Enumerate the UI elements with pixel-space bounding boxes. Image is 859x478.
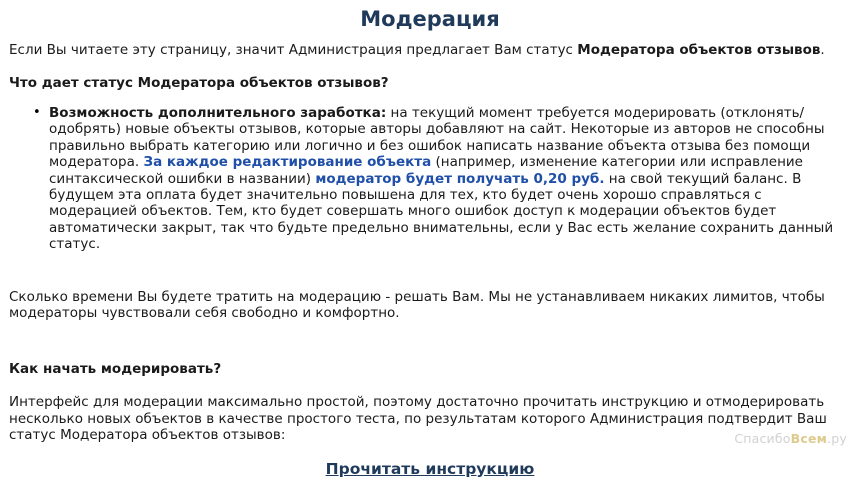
watermark-part-3: .ру (827, 431, 847, 446)
benefits-heading: Что дает статус Модератора объектов отзывов? (9, 74, 389, 91)
watermark-part-2: Всем (790, 431, 828, 446)
benefit-highlight-1: За каждое редактирование объекта (143, 154, 432, 171)
watermark-part-1: Спасибо (734, 431, 791, 446)
intro-status-name: Модератора объектов отзывов (577, 42, 821, 58)
bullet-icon: • (33, 105, 41, 120)
benefit-title: Возможность дополнительного заработка: (49, 105, 387, 121)
intro-text-before: Если Вы читаете эту страницу, значит Администрация предлагает Вам статус (9, 42, 578, 58)
read-instruction-link[interactable]: Прочитать инструкцию (325, 459, 535, 478)
intro-paragraph (9, 42, 851, 59)
page-title: Модерация (360, 7, 500, 31)
benefit-text-2: (например, изменение категории или исправление синтаксической ошибки в названии) (49, 154, 803, 187)
list-item (33, 105, 851, 253)
benefit-text-3: на свой текущий баланс. В будущем эта оплата будет значительно повышена для тех, кто будет очень хорошо справляться с модерацией объектов. Тем, кто будет совершать много ошибок доступ к модерации объектов будет автоматически закрыт, так что будьте предельно внимательны, если у Вас есть желание сохранить данный статус. (49, 170, 834, 253)
benefits-list (9, 105, 851, 253)
instruction-link-container (9, 460, 851, 478)
benefit-text-1: на текущий момент требуется модерировать (отклонять/одобрять) новые объекты отзывов, которые авторы добавляют на сайт. Некоторые из авторов не способны правильно выбрать категорию или логично и без ошибок написать название объекта отзыва без помощи модератора. (49, 105, 825, 171)
benefit-highlight-2: модератор будет получать 0,20 руб. (315, 170, 605, 187)
time-paragraph: Сколько времени Вы будете тратить на модерацию - решать Вам. Мы не устанавливаем никаких лимитов, чтобы модераторы чувствовали себя свободно и комфортно. (9, 288, 825, 322)
site-watermark (734, 431, 847, 446)
interface-paragraph: Интерфейс для модерации максимально простой, поэтому достаточно прочитать инструкцию и отмодерировать несколько новых объектов в качестве простого теста, по результатам которого Администрация подтвердит Ваш статус Модератора объектов отзывов: (9, 394, 827, 444)
page-content (9, 0, 851, 478)
how-to-start-heading: Как начать модерировать? (9, 360, 222, 377)
intro-text-after: . (820, 42, 825, 58)
